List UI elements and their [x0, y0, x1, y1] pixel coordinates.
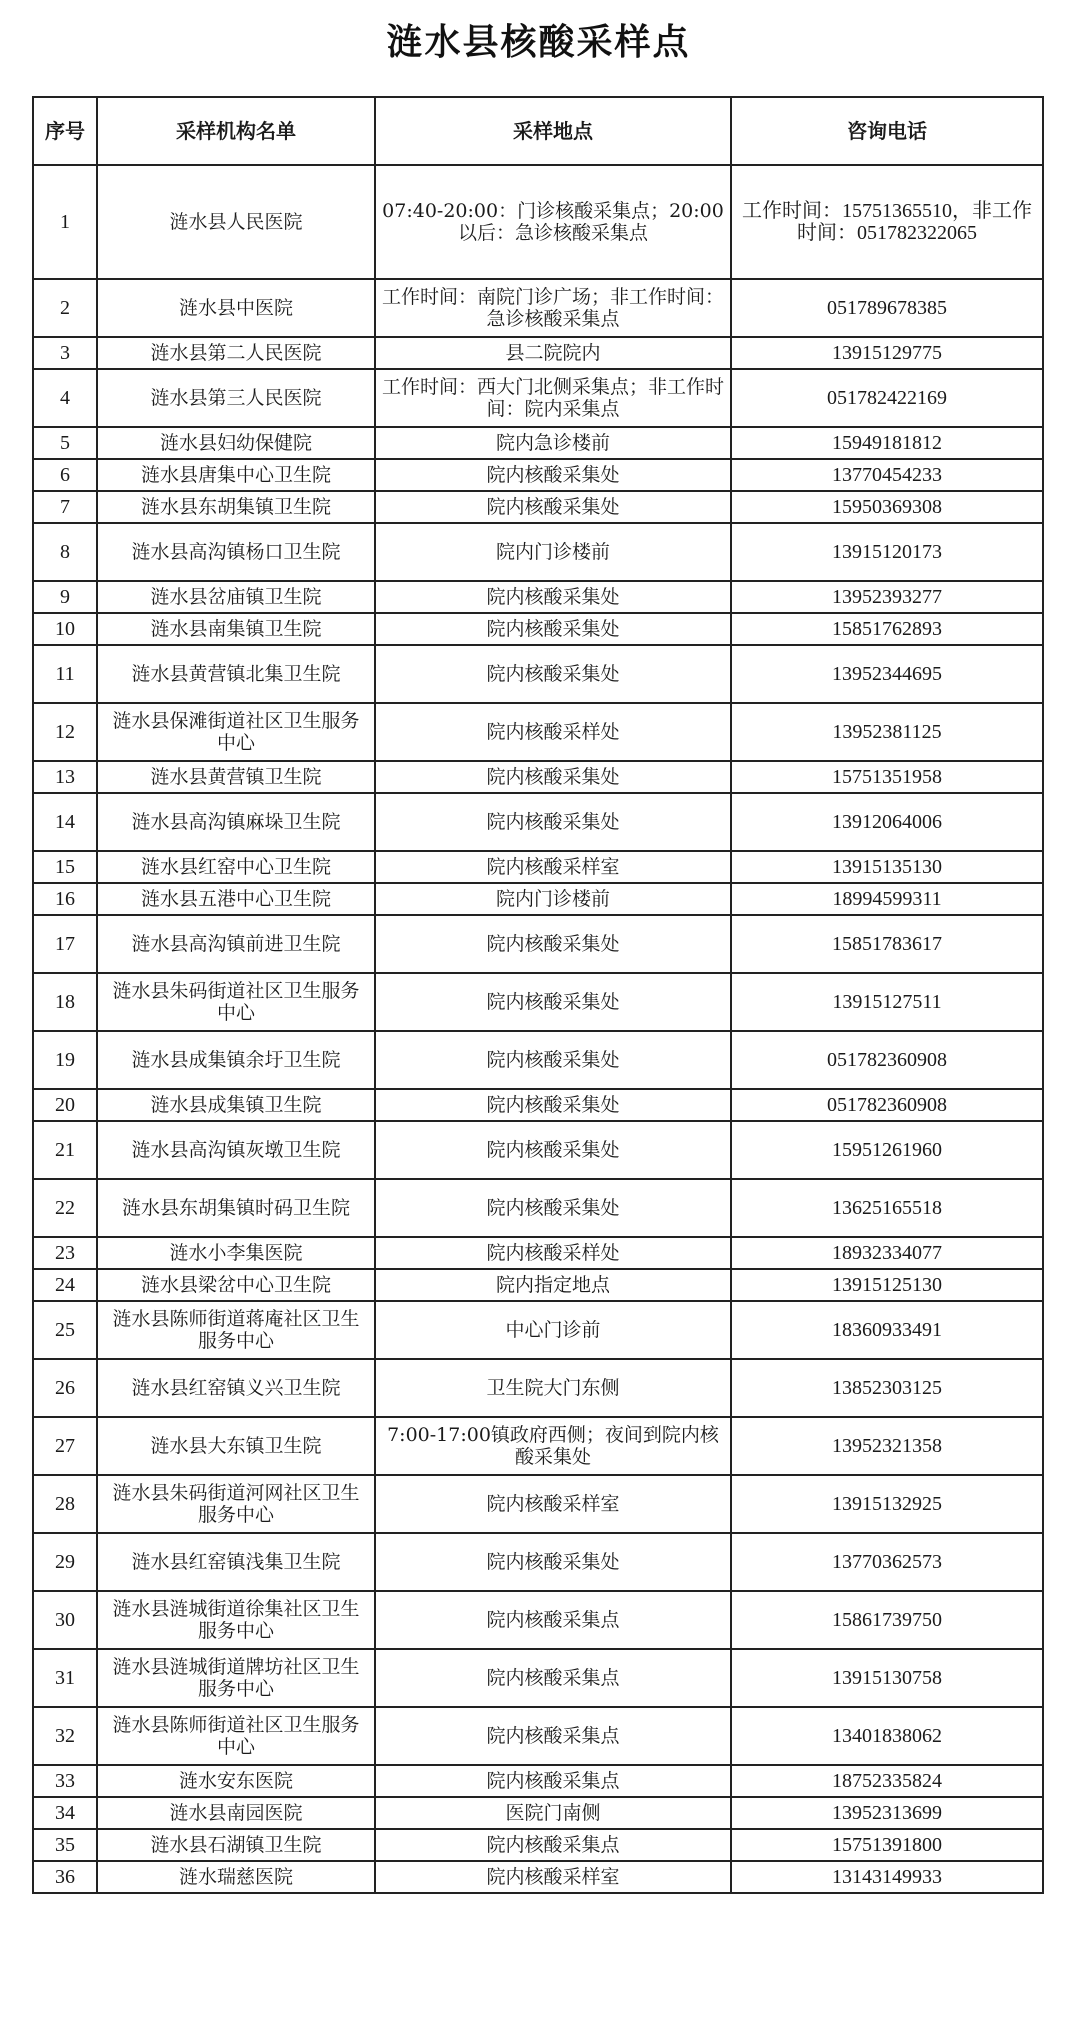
row-location: 院内核酸采集处 — [375, 1121, 731, 1179]
row-location: 院内核酸采集处 — [375, 1533, 731, 1591]
row-phone: 18994599311 — [731, 883, 1043, 915]
row-number: 27 — [33, 1417, 97, 1475]
row-number: 9 — [33, 581, 97, 613]
row-number: 31 — [33, 1649, 97, 1707]
row-number: 25 — [33, 1301, 97, 1359]
row-location: 院内核酸采样室 — [375, 1861, 731, 1893]
row-phone: 051789678385 — [731, 279, 1043, 337]
header-org: 采样机构名单 — [97, 97, 375, 165]
row-location: 7:00-17:00镇政府西侧；夜间到院内核酸采集处 — [375, 1417, 731, 1475]
table-header-row — [33, 97, 1043, 165]
table-row — [33, 1121, 1043, 1179]
row-location: 院内门诊楼前 — [375, 883, 731, 915]
row-org: 涟水县南园医院 — [97, 1797, 375, 1829]
row-org: 涟水县陈师街道社区卫生服务中心 — [97, 1707, 375, 1765]
row-phone: 051782422169 — [731, 369, 1043, 427]
row-location: 院内核酸采集点 — [375, 1765, 731, 1797]
row-location: 医院门南侧 — [375, 1797, 731, 1829]
row-org: 涟水县成集镇余圩卫生院 — [97, 1031, 375, 1089]
table-row — [33, 793, 1043, 851]
row-number: 11 — [33, 645, 97, 703]
row-org: 涟水县人民医院 — [97, 165, 375, 279]
row-phone: 13915120173 — [731, 523, 1043, 581]
row-location: 院内核酸采集处 — [375, 581, 731, 613]
row-org: 涟水县梁岔中心卫生院 — [97, 1269, 375, 1301]
row-number: 24 — [33, 1269, 97, 1301]
row-phone: 13915129775 — [731, 337, 1043, 369]
table-row — [33, 851, 1043, 883]
row-number: 3 — [33, 337, 97, 369]
row-org: 涟水县朱码街道社区卫生服务中心 — [97, 973, 375, 1031]
row-org: 涟水县红窑镇浅集卫生院 — [97, 1533, 375, 1591]
row-org: 涟水县第三人民医院 — [97, 369, 375, 427]
row-number: 16 — [33, 883, 97, 915]
row-location: 院内核酸采样处 — [375, 1237, 731, 1269]
row-location: 院内门诊楼前 — [375, 523, 731, 581]
row-number: 8 — [33, 523, 97, 581]
row-number: 30 — [33, 1591, 97, 1649]
row-org: 涟水县红窑中心卫生院 — [97, 851, 375, 883]
row-org: 涟水县高沟镇灰墩卫生院 — [97, 1121, 375, 1179]
row-org: 涟水县涟城街道牌坊社区卫生服务中心 — [97, 1649, 375, 1707]
row-phone: 13770454233 — [731, 459, 1043, 491]
table-row — [33, 581, 1043, 613]
row-number: 33 — [33, 1765, 97, 1797]
table-row — [33, 491, 1043, 523]
row-location: 院内核酸采集处 — [375, 1089, 731, 1121]
row-location: 卫生院大门东侧 — [375, 1359, 731, 1417]
table-body — [33, 165, 1043, 1893]
row-number: 4 — [33, 369, 97, 427]
row-org: 涟水小李集医院 — [97, 1237, 375, 1269]
row-org: 涟水县石湖镇卫生院 — [97, 1829, 375, 1861]
row-number: 5 — [33, 427, 97, 459]
row-number: 13 — [33, 761, 97, 793]
row-org: 涟水县黄营镇北集卫生院 — [97, 645, 375, 703]
row-phone: 18752335824 — [731, 1765, 1043, 1797]
row-location: 院内核酸采样处 — [375, 703, 731, 761]
row-org: 涟水县唐集中心卫生院 — [97, 459, 375, 491]
table-row — [33, 1301, 1043, 1359]
row-number: 32 — [33, 1707, 97, 1765]
row-location: 院内核酸采集处 — [375, 613, 731, 645]
row-location: 县二院院内 — [375, 337, 731, 369]
table-row — [33, 761, 1043, 793]
table-row — [33, 369, 1043, 427]
row-location: 院内核酸采集点 — [375, 1707, 731, 1765]
row-location: 院内核酸采集处 — [375, 973, 731, 1031]
table-row — [33, 1797, 1043, 1829]
table-row — [33, 1861, 1043, 1893]
table-row — [33, 1475, 1043, 1533]
table-row — [33, 427, 1043, 459]
table-row — [33, 1829, 1043, 1861]
row-phone: 13952381125 — [731, 703, 1043, 761]
row-location: 院内指定地点 — [375, 1269, 731, 1301]
row-location: 院内核酸采集处 — [375, 915, 731, 973]
row-number: 2 — [33, 279, 97, 337]
row-location: 院内核酸采集处 — [375, 491, 731, 523]
row-phone: 13952321358 — [731, 1417, 1043, 1475]
row-org: 涟水县第二人民医院 — [97, 337, 375, 369]
row-phone: 13915125130 — [731, 1269, 1043, 1301]
row-org: 涟水县朱码街道河网社区卫生服务中心 — [97, 1475, 375, 1533]
table-row — [33, 1237, 1043, 1269]
row-number: 35 — [33, 1829, 97, 1861]
row-org: 涟水县红窑镇义兴卫生院 — [97, 1359, 375, 1417]
row-org: 涟水瑞慈医院 — [97, 1861, 375, 1893]
table-row — [33, 279, 1043, 337]
row-location: 工作时间：西大门北侧采集点；非工作时间：院内采集点 — [375, 369, 731, 427]
row-org: 涟水县中医院 — [97, 279, 375, 337]
row-phone: 15851762893 — [731, 613, 1043, 645]
row-phone: 13852303125 — [731, 1359, 1043, 1417]
table-row — [33, 1591, 1043, 1649]
row-location: 院内核酸采样室 — [375, 851, 731, 883]
row-number: 26 — [33, 1359, 97, 1417]
row-phone: 13915135130 — [731, 851, 1043, 883]
row-location: 院内核酸采集点 — [375, 1591, 731, 1649]
row-number: 19 — [33, 1031, 97, 1089]
row-phone: 13952313699 — [731, 1797, 1043, 1829]
row-org: 涟水县黄营镇卫生院 — [97, 761, 375, 793]
row-number: 14 — [33, 793, 97, 851]
row-phone: 13915130758 — [731, 1649, 1043, 1707]
row-phone: 051782360908 — [731, 1089, 1043, 1121]
row-number: 36 — [33, 1861, 97, 1893]
table-row — [33, 1179, 1043, 1237]
table-row — [33, 337, 1043, 369]
row-phone: 18360933491 — [731, 1301, 1043, 1359]
row-phone: 13770362573 — [731, 1533, 1043, 1591]
table-row — [33, 523, 1043, 581]
row-location: 院内核酸采样室 — [375, 1475, 731, 1533]
row-org: 涟水县涟城街道徐集社区卫生服务中心 — [97, 1591, 375, 1649]
table-row — [33, 1417, 1043, 1475]
row-number: 7 — [33, 491, 97, 523]
page-title: 涟水县核酸采样点 — [386, 22, 691, 63]
row-location: 院内核酸采集处 — [375, 459, 731, 491]
sampling-sites-table — [32, 96, 1044, 1894]
row-org: 涟水县成集镇卫生院 — [97, 1089, 375, 1121]
table-row — [33, 973, 1043, 1031]
row-location: 院内急诊楼前 — [375, 427, 731, 459]
row-number: 17 — [33, 915, 97, 973]
table-row — [33, 915, 1043, 973]
row-number: 22 — [33, 1179, 97, 1237]
row-org: 涟水县东胡集镇时码卫生院 — [97, 1179, 375, 1237]
row-location: 院内核酸采集处 — [375, 1179, 731, 1237]
row-location: 院内核酸采集处 — [375, 1031, 731, 1089]
row-phone: 15861739750 — [731, 1591, 1043, 1649]
row-org: 涟水县高沟镇麻垛卫生院 — [97, 793, 375, 851]
row-phone: 13952393277 — [731, 581, 1043, 613]
header-seq: 序号 — [33, 97, 97, 165]
table-row — [33, 459, 1043, 491]
row-phone: 15751391800 — [731, 1829, 1043, 1861]
table-row — [33, 645, 1043, 703]
row-org: 涟水县大东镇卫生院 — [97, 1417, 375, 1475]
row-phone: 051782360908 — [731, 1031, 1043, 1089]
row-location: 院内核酸采集处 — [375, 793, 731, 851]
row-location: 院内核酸采集处 — [375, 761, 731, 793]
row-phone: 13143149933 — [731, 1861, 1043, 1893]
table-row — [33, 1649, 1043, 1707]
row-org: 涟水县东胡集镇卫生院 — [97, 491, 375, 523]
table-row — [33, 1031, 1043, 1089]
row-org: 涟水县高沟镇杨口卫生院 — [97, 523, 375, 581]
row-number: 34 — [33, 1797, 97, 1829]
row-number: 23 — [33, 1237, 97, 1269]
table-row — [33, 1765, 1043, 1797]
row-org: 涟水县妇幼保健院 — [97, 427, 375, 459]
row-org: 涟水县南集镇卫生院 — [97, 613, 375, 645]
row-number: 1 — [33, 165, 97, 279]
header-location: 采样地点 — [375, 97, 731, 165]
table-row — [33, 613, 1043, 645]
row-phone: 13401838062 — [731, 1707, 1043, 1765]
row-phone: 15951261960 — [731, 1121, 1043, 1179]
row-location: 院内核酸采集点 — [375, 1649, 731, 1707]
table-row — [33, 1707, 1043, 1765]
row-number: 21 — [33, 1121, 97, 1179]
row-phone: 15851783617 — [731, 915, 1043, 973]
row-phone: 工作时间：15751365510，非工作时间：051782322065 — [731, 165, 1043, 279]
row-number: 29 — [33, 1533, 97, 1591]
row-number: 10 — [33, 613, 97, 645]
row-location: 07:40-20:00：门诊核酸采集点；20:00以后：急诊核酸采集点 — [375, 165, 731, 279]
table-row — [33, 1359, 1043, 1417]
row-org: 涟水县岔庙镇卫生院 — [97, 581, 375, 613]
row-number: 6 — [33, 459, 97, 491]
table-row — [33, 165, 1043, 279]
row-location: 工作时间：南院门诊广场；非工作时间：急诊核酸采集点 — [375, 279, 731, 337]
table-row — [33, 703, 1043, 761]
row-phone: 18932334077 — [731, 1237, 1043, 1269]
row-org: 涟水县保滩街道社区卫生服务中心 — [97, 703, 375, 761]
row-org: 涟水县五港中心卫生院 — [97, 883, 375, 915]
row-phone: 13915127511 — [731, 973, 1043, 1031]
row-number: 15 — [33, 851, 97, 883]
header-phone: 咨询电话 — [731, 97, 1043, 165]
row-phone: 13625165518 — [731, 1179, 1043, 1237]
row-phone: 13912064006 — [731, 793, 1043, 851]
row-phone: 15751351958 — [731, 761, 1043, 793]
table-row — [33, 1089, 1043, 1121]
table-row — [33, 1269, 1043, 1301]
row-phone: 15949181812 — [731, 427, 1043, 459]
row-number: 20 — [33, 1089, 97, 1121]
row-number: 18 — [33, 973, 97, 1031]
row-location: 中心门诊前 — [375, 1301, 731, 1359]
row-phone: 15950369308 — [731, 491, 1043, 523]
table-row — [33, 883, 1043, 915]
row-org: 涟水县高沟镇前进卫生院 — [97, 915, 375, 973]
row-org: 涟水县陈师街道蒋庵社区卫生服务中心 — [97, 1301, 375, 1359]
row-phone: 13915132925 — [731, 1475, 1043, 1533]
row-phone: 13952344695 — [731, 645, 1043, 703]
row-org: 涟水安东医院 — [97, 1765, 375, 1797]
row-location: 院内核酸采集处 — [375, 645, 731, 703]
row-location: 院内核酸采集点 — [375, 1829, 731, 1861]
row-number: 28 — [33, 1475, 97, 1533]
table-row — [33, 1533, 1043, 1591]
row-number: 12 — [33, 703, 97, 761]
